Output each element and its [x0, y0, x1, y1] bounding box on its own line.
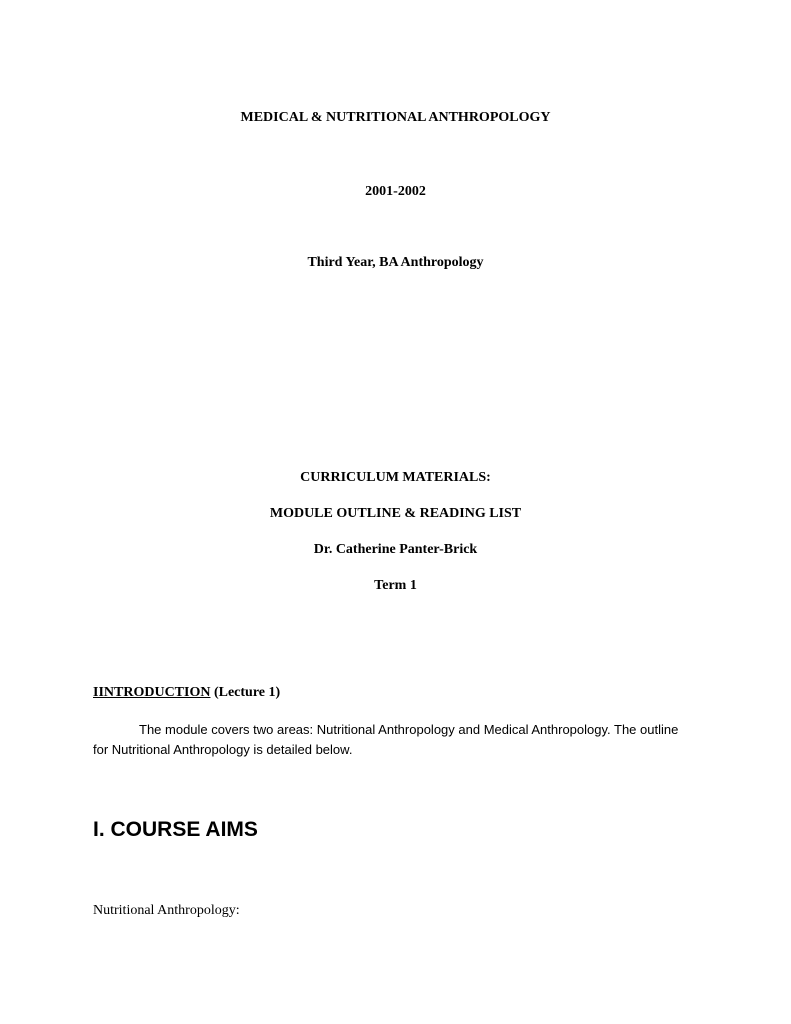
document-title: MEDICAL & NUTRITIONAL ANTHROPOLOGY — [240, 110, 551, 125]
module-outline-label: MODULE OUTLINE & READING LIST — [269, 506, 522, 521]
lecture-reference: (Lecture 1) — [213, 685, 281, 700]
nutritional-anthropology-subheading: Nutritional Anthropology: — [93, 903, 240, 918]
author-name: Dr. Catherine Panter-Brick — [313, 542, 478, 557]
term-label: Term 1 — [374, 578, 417, 593]
curriculum-label: CURRICULUM MATERIALS: — [300, 470, 491, 485]
academic-year: 2001-2002 — [365, 184, 426, 199]
course-aims-heading: I. COURSE AIMS — [93, 818, 258, 841]
introduction-heading — [93, 685, 280, 701]
introduction-title: IINTRODUCTION — [93, 685, 211, 700]
program-label: Third Year, BA Anthropology — [307, 255, 484, 270]
introduction-paragraph: The module covers two areas: Nutritional Anthropology and Medical Anthropology. The outline for Nutritional Anthropology is detailed below. — [93, 722, 679, 757]
